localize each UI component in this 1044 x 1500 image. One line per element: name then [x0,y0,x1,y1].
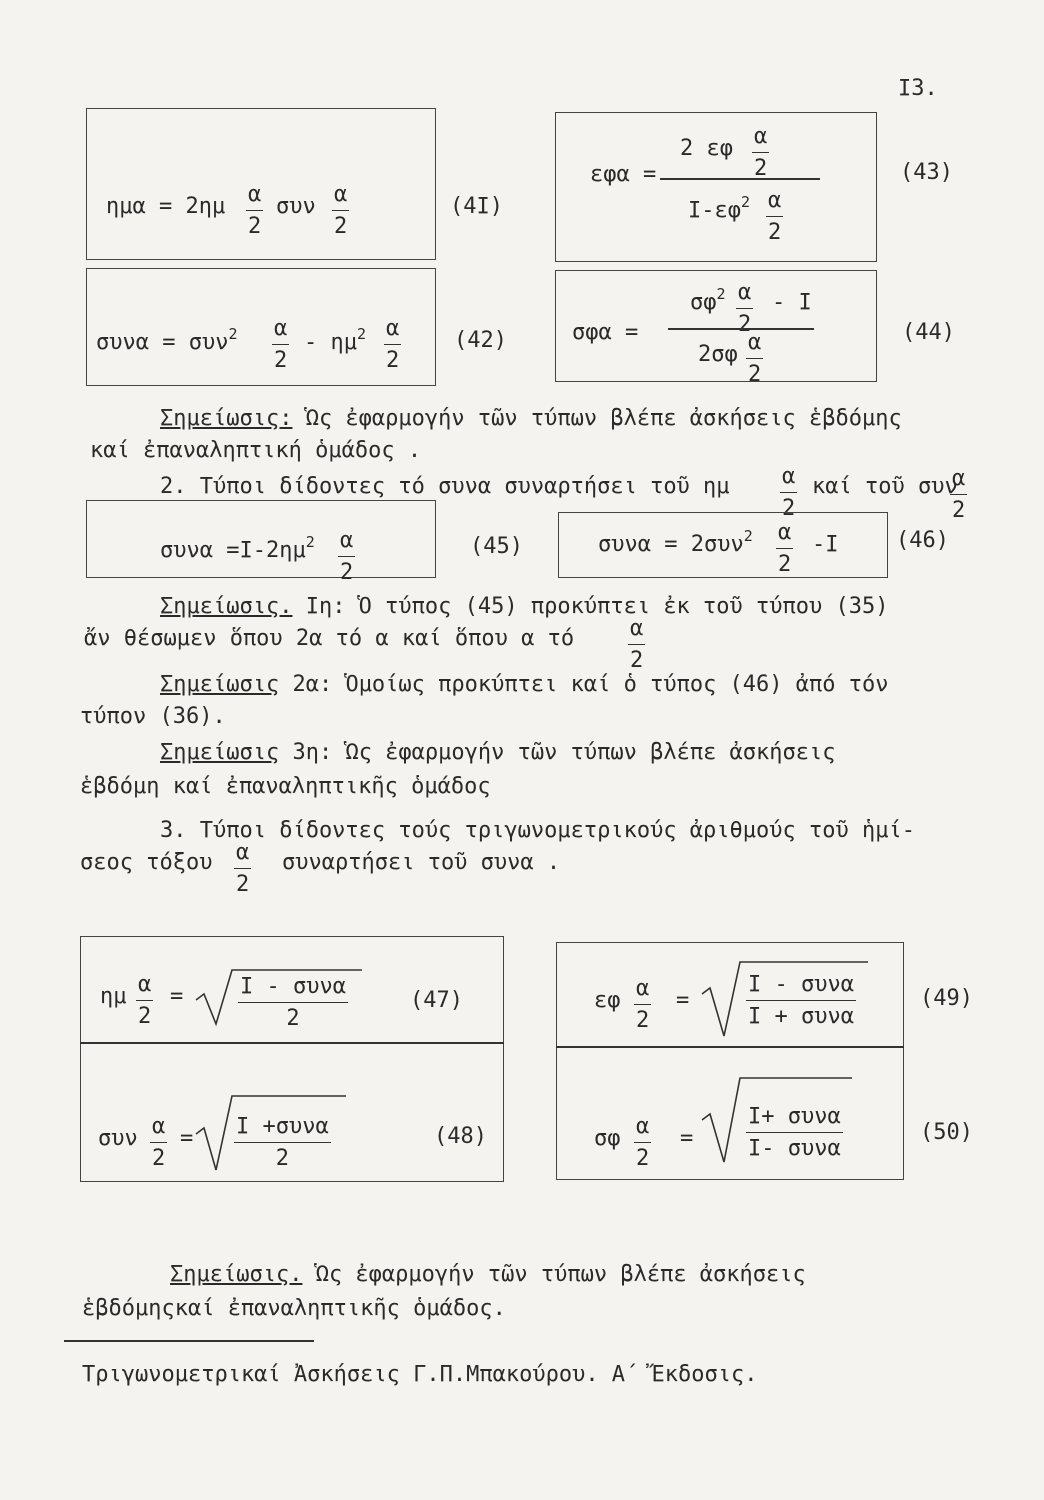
section-3-line-1: 3. Τύποι δίδοντες τούς τριγωνομετρικούς ἀριθμούς τοῦ ἡμί- [160,818,915,843]
f44-lhs: σφα = [572,320,639,345]
f47-number: (47) [410,988,463,1013]
note-2-line-1: Σημείωσις. Ιη: Ὁ τύπος (45) προκύπτει ἐκ τοῦ τύπου (35) [160,594,889,619]
box-49-50-divider [556,1046,904,1048]
f50-frac: α 2 [636,1114,650,1171]
note-3-line-1: Σημείωσις 2α: Ὁμοίως προκύπτει καί ὁ τύπος (46) ἀπό τόν [160,672,889,697]
f48-inner: Ι +συνα 2 [236,1114,329,1171]
f48-eq: = [180,1126,194,1151]
footer-text: Τριγωνομετρικαί Ἀσκήσεις Γ.Π.Μπακούρου. Α΄ Ἔκδοσις. [82,1362,758,1387]
f46-tail: -Ι [812,532,839,557]
f47-frac: α 2 [138,972,152,1029]
formula-box-43 [555,112,877,262]
footer-rule [64,1340,314,1342]
f47-eq: = [170,984,184,1009]
f47-inner: Ι - συνα 2 [240,974,346,1031]
f49-frac: α 2 [636,976,650,1033]
f44-bot-frac: α 2 [748,330,762,387]
note2-frac: α 2 [630,616,644,673]
f48-lhs: συν [98,1126,138,1151]
f42-frac2: α 2 [386,316,400,373]
f48-number: (48) [434,1124,487,1149]
f50-eq: = [680,1126,694,1151]
f45-number: (45) [470,534,523,559]
f44-top-frac: α 2 [738,280,752,337]
f50-number: (50) [920,1120,973,1145]
box-47-48-divider [80,1042,504,1044]
f46-number: (46) [896,528,949,553]
f41-frac1: α 2 [248,182,262,239]
section-2-heading: 2. Τύποι δίδοντες τό συνα συναρτήσει τοῦ ημ [160,474,730,499]
f44-fraction-bar [668,328,814,330]
f43-fraction-bar [660,178,820,180]
note-1-line-2: καί ἐπαναληπτική ὁμάδος . [90,438,422,463]
section-3-line-2b: συναρτήσει τοῦ συνα . [282,850,561,875]
f41-mid: συν [276,194,316,219]
section-2-heading-tail: καί τοῦ συν [812,474,958,499]
f41-lhs: ημα = 2ημ [106,194,226,219]
note-1-line-1: Σημείωσις: Ὡς ἐφαρμογήν τῶν τύπων βλέπε ἀσκήσεις ἑβδόμης [160,406,902,431]
note-5-line-1: Σημείωσις. Ὡς ἐφαρμογήν τῶν τύπων βλέπε ἀσκήσεις [170,1262,806,1287]
f50-lhs: σφ [594,1126,621,1151]
page-number: Ι3. [898,76,938,101]
sec2-frac2: α 2 [952,466,966,523]
f43-number: (43) [900,160,953,185]
f43-lhs: εφα = [590,162,657,187]
f43-top-frac: α 2 [754,124,768,181]
f42-minus: - $\eta\mu^2$ [304,325,367,355]
f42-frac1: α 2 [274,316,288,373]
f42-lhs: συνα = συν$^2$ [96,325,238,355]
f46-lhs: συνα = 2συν$^2$ [598,527,753,557]
note-5-line-2: ἑβδόμηςκαί ἐπαναληπτικῆς ὁμάδος. [82,1296,506,1321]
f48-frac: α 2 [152,1114,166,1171]
sec3-frac: α 2 [236,840,250,897]
sec2-frac1: α 2 [782,464,796,521]
f43-bot-frac: α 2 [768,188,782,245]
f50-inner: Ι+ συνα Ι- συνα [748,1104,841,1161]
f43-top: 2 εφ [680,136,733,161]
note-4-line-2: ἑβδόμη καί ἐπαναληπτικῆς ὁμάδος [80,774,491,799]
f45-lhs: $\sigma\upsilon\nu\alpha =I-2\eta\mu^2$ [160,533,315,563]
f49-number: (49) [920,986,973,1011]
f44-number: (44) [902,320,955,345]
note-4-line-1: Σημείωσις 3η: Ὡς ἐφαρμογήν τῶν τύπων βλέπε ἀσκήσεις [160,740,836,765]
f49-inner: Ι - συνα Ι + συνα [748,972,854,1029]
f43-bot: $I-\varepsilon\varphi^2$ [688,193,751,223]
note-3-line-2: τύπον (36). [80,704,226,729]
f44-top-b: - Ι [772,290,812,315]
f45-frac: α 2 [340,528,354,585]
f47-lhs: ημ [100,984,127,1009]
section-3-line-2a: σεος τόξου [80,850,213,875]
f41-frac2: α 2 [334,182,348,239]
f49-lhs: εφ [594,988,621,1013]
f49-eq: = [676,988,690,1013]
f41-number: (4Ι) [450,194,503,219]
f42-number: (42) [454,328,507,353]
f44-bot: 2σφ [698,342,738,367]
note-2-line-2: ἄν θέσωμεν ὅπου 2α τό α καί ὅπου α τό [84,626,575,651]
f44-top-a: $\sigma\varphi^2$ [690,285,726,315]
f46-frac: α 2 [778,520,792,577]
